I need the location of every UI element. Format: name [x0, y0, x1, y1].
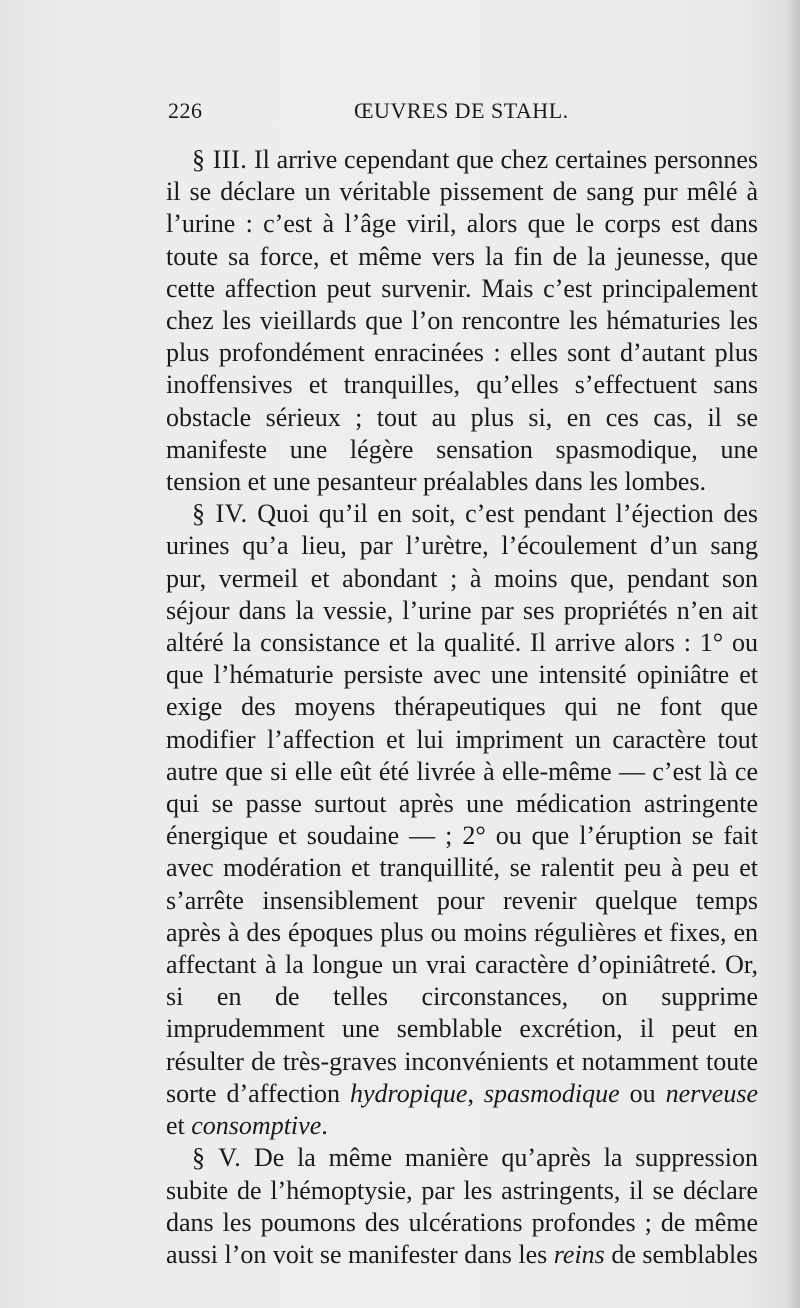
paragraph-text: de semblables: [604, 1239, 758, 1269]
page-number: 226: [168, 98, 203, 123]
page-edge-shadow: [786, 0, 800, 1308]
section-marker: § III.: [192, 145, 248, 174]
running-title: ŒUVRES DE STAHL.: [354, 98, 569, 123]
paragraph-text: et: [166, 1111, 192, 1141]
paragraph-text: ou: [619, 1078, 666, 1108]
italic-term-reins: reins: [553, 1239, 605, 1269]
paragraph-section-4: [166, 498, 758, 1142]
italic-term-hydropique: hydropique: [350, 1078, 468, 1108]
italic-term-spasmodique: spasmodique: [483, 1078, 620, 1108]
paragraph-section-3: [166, 144, 758, 498]
paragraph-text: ,: [467, 1078, 484, 1108]
body-text: [166, 144, 758, 1271]
section-marker: § V.: [192, 1143, 242, 1173]
paragraph-section-5: [166, 1142, 758, 1271]
paragraph-text: De la même manière qu’après la suppression subite de l’hémoptysie, par les astringents, il se déclare dans les poumons des ulcérations profondes ; de même aussi l’on voit se manifester dans les: [166, 1143, 758, 1269]
section-marker: § IV.: [192, 499, 248, 529]
paragraph-text: Quoi qu’il en soit, c’est pendant l’éjection des urines qu’a lieu, par l’urètre, l’écoulement d’un sang pur, vermeil et abondant ; à moins que, pendant son séjour dans la vessie, l’urine par ses propriétés n’en ait altéré la consistance et la qualité. Il arrive alors : 1° ou que l’hématurie persiste avec une intensité opiniâtre et exige des moyens thérapeutiques qui ne font que modifier l’affection et lui impriment un caractère tout autre que si elle eût été livrée à elle-même — c’est là ce qui se passe surtout après une médication astringente énergique et soudaine — ; 2° ou que l’éruption se fait avec modération et tranquillité, se ralentit peu à peu et s’arrête insensiblement pour revenir quelque temps après à des époques plus ou moins régulières et fixes, en affectant à la longue un vrai caractère d’opiniâtreté. Or, si en de telles circonstances, on supprime imprudemment une semblable excrétion, il peut en résulter de très-graves inconvénients et notamment toute sorte d’affection: [166, 499, 758, 1108]
paragraph-text: .: [321, 1111, 328, 1141]
paragraph-text: Il arrive cependant que chez certaines personnes il se déclare un véritable pissement de sang pur mêlé à l’urine : c’est à l’âge viril, alors que le corps est dans toute sa force, et même vers la fin de la jeunesse, que cette affection peut survenir. Mais c’est principalement chez les vieillards que l’on rencontre les hématuries les plus profondément enracinées : elles sont d’autant plus inoffensives et tranquilles, qu’elles s’effectuent sans obstacle sérieux ; tout au plus si, en ces cas, il se manifeste une légère sensation spasmodique, une tension et une pesanteur préalables dans les lombes.: [166, 145, 758, 497]
italic-term-consomptive: consomptive: [191, 1111, 322, 1141]
italic-term-nerveuse: nerveuse: [665, 1078, 758, 1108]
